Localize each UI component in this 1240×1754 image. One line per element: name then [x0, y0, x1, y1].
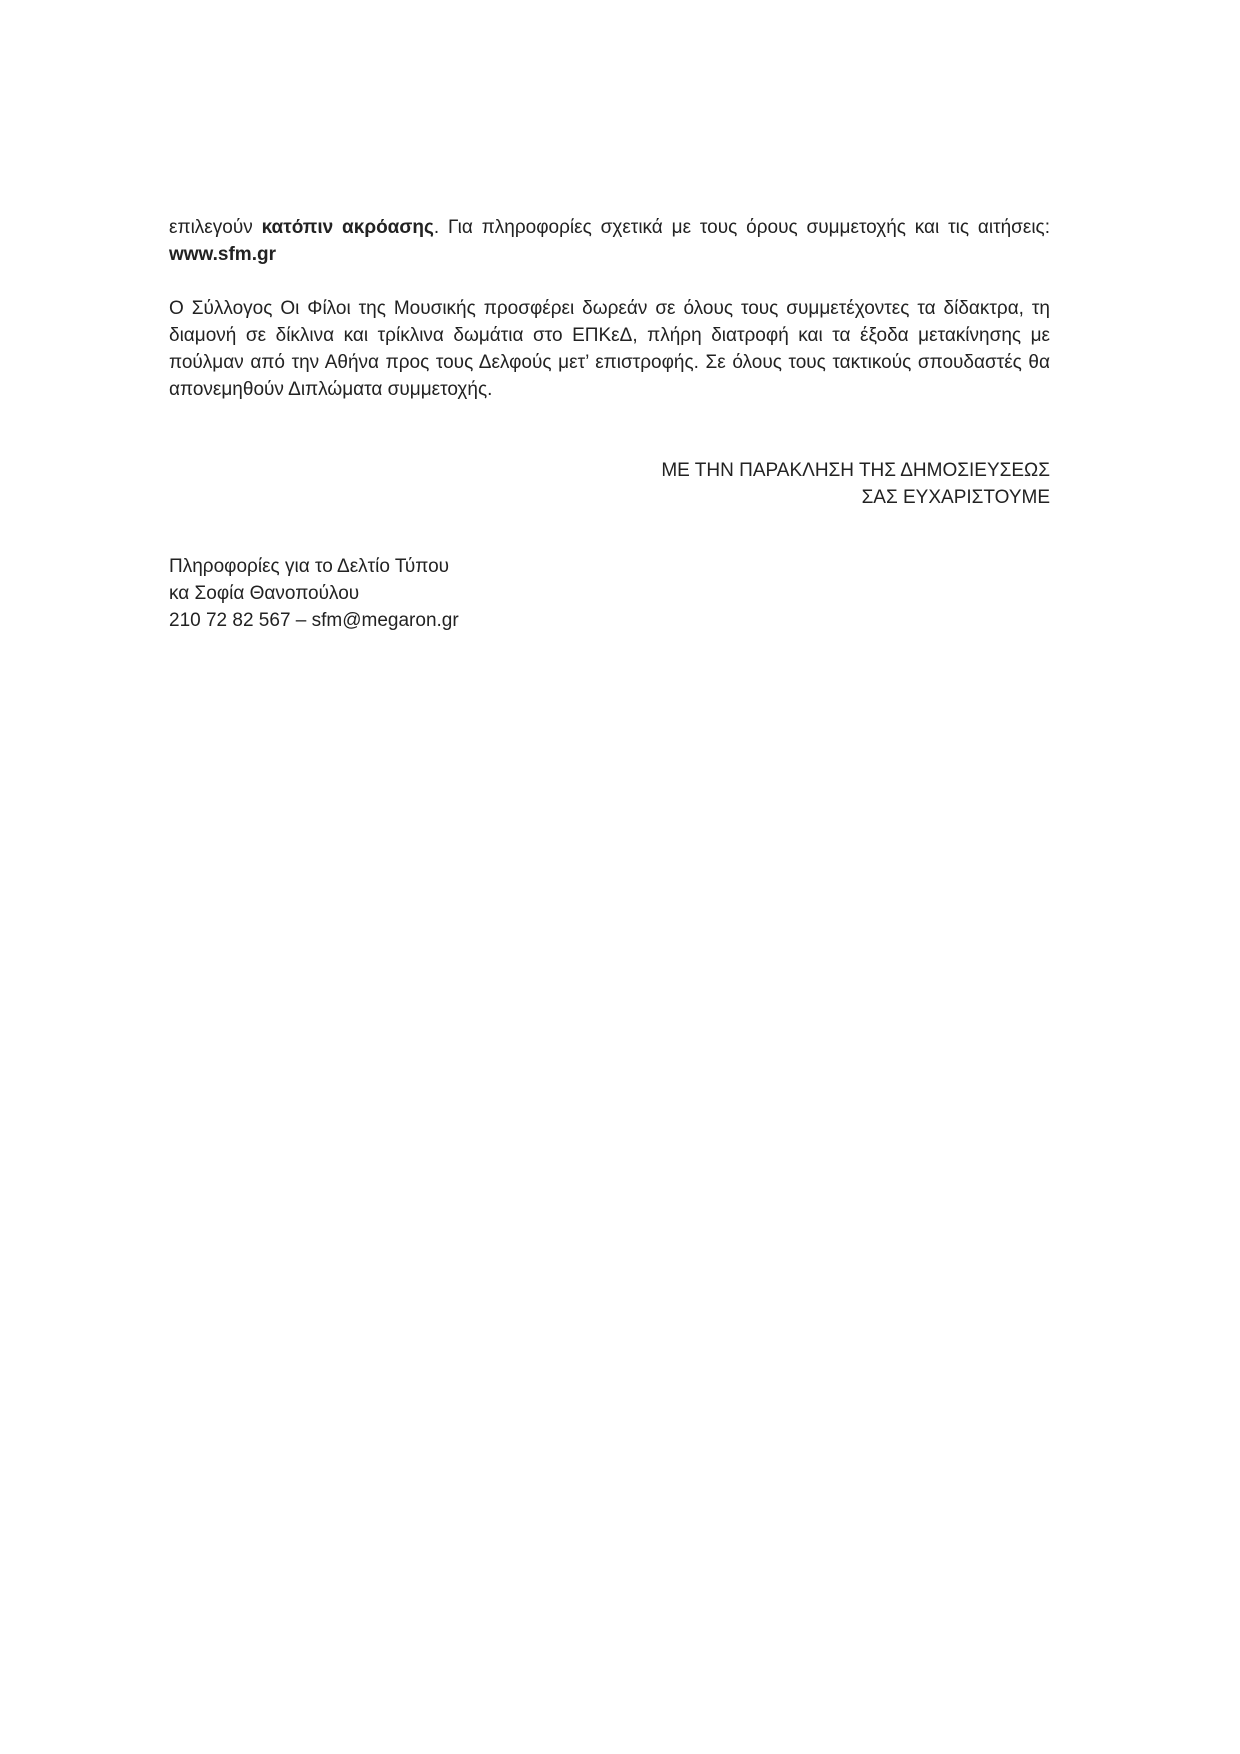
paragraph1-mid: . Για πληροφορίες σχετικά με τους όρους συμμετοχής και τις αιτήσεις:: [433, 217, 1050, 238]
document-body: [169, 214, 1050, 634]
contact-title: Πληροφορίες για το Δελτίο Τύπου: [169, 556, 450, 577]
closing-block: [169, 457, 1050, 511]
paragraph1-pre: επιλεγούν: [169, 217, 262, 238]
audition-emphasis: κατόπιν ακρόασης: [261, 217, 434, 238]
closing-line-thanks: ΣΑΣ ΕΥΧΑΡΙΣΤΟΥΜΕ: [861, 487, 1050, 508]
paragraph-benefits: Ο Σύλλογος Οι Φίλοι της Μουσικής προσφέρει δωρεάν σε όλους τους συμμετέχοντες τα δίδακτρα, τη διαμονή σε δίκλινα και τρίκλινα δωμάτια στο ΕΠΚεΔ, πλήρη διατροφή και τα έξοδα μετακίνησης με πούλμαν από την Αθήνα προς τους Δελφούς μετ’ επιστροφής. Σε όλους τους τακτικούς σπουδαστές θα απονεμηθούν Διπλώματα συμμετοχής.: [169, 298, 1050, 400]
website-link[interactable]: www.sfm.gr: [169, 244, 276, 265]
contact-phone-email: 210 72 82 567 – sfm@megaron.gr: [169, 610, 459, 631]
paragraph-participation-info: [169, 214, 1050, 268]
contact-block: [169, 553, 1050, 634]
contact-person: κα Σοφία Θανοπούλου: [169, 583, 360, 604]
closing-line-publication: ΜΕ ΤΗΝ ΠΑΡΑΚΛΗΣΗ ΤΗΣ ΔΗΜΟΣΙΕΥΣΕΩΣ: [661, 460, 1050, 481]
